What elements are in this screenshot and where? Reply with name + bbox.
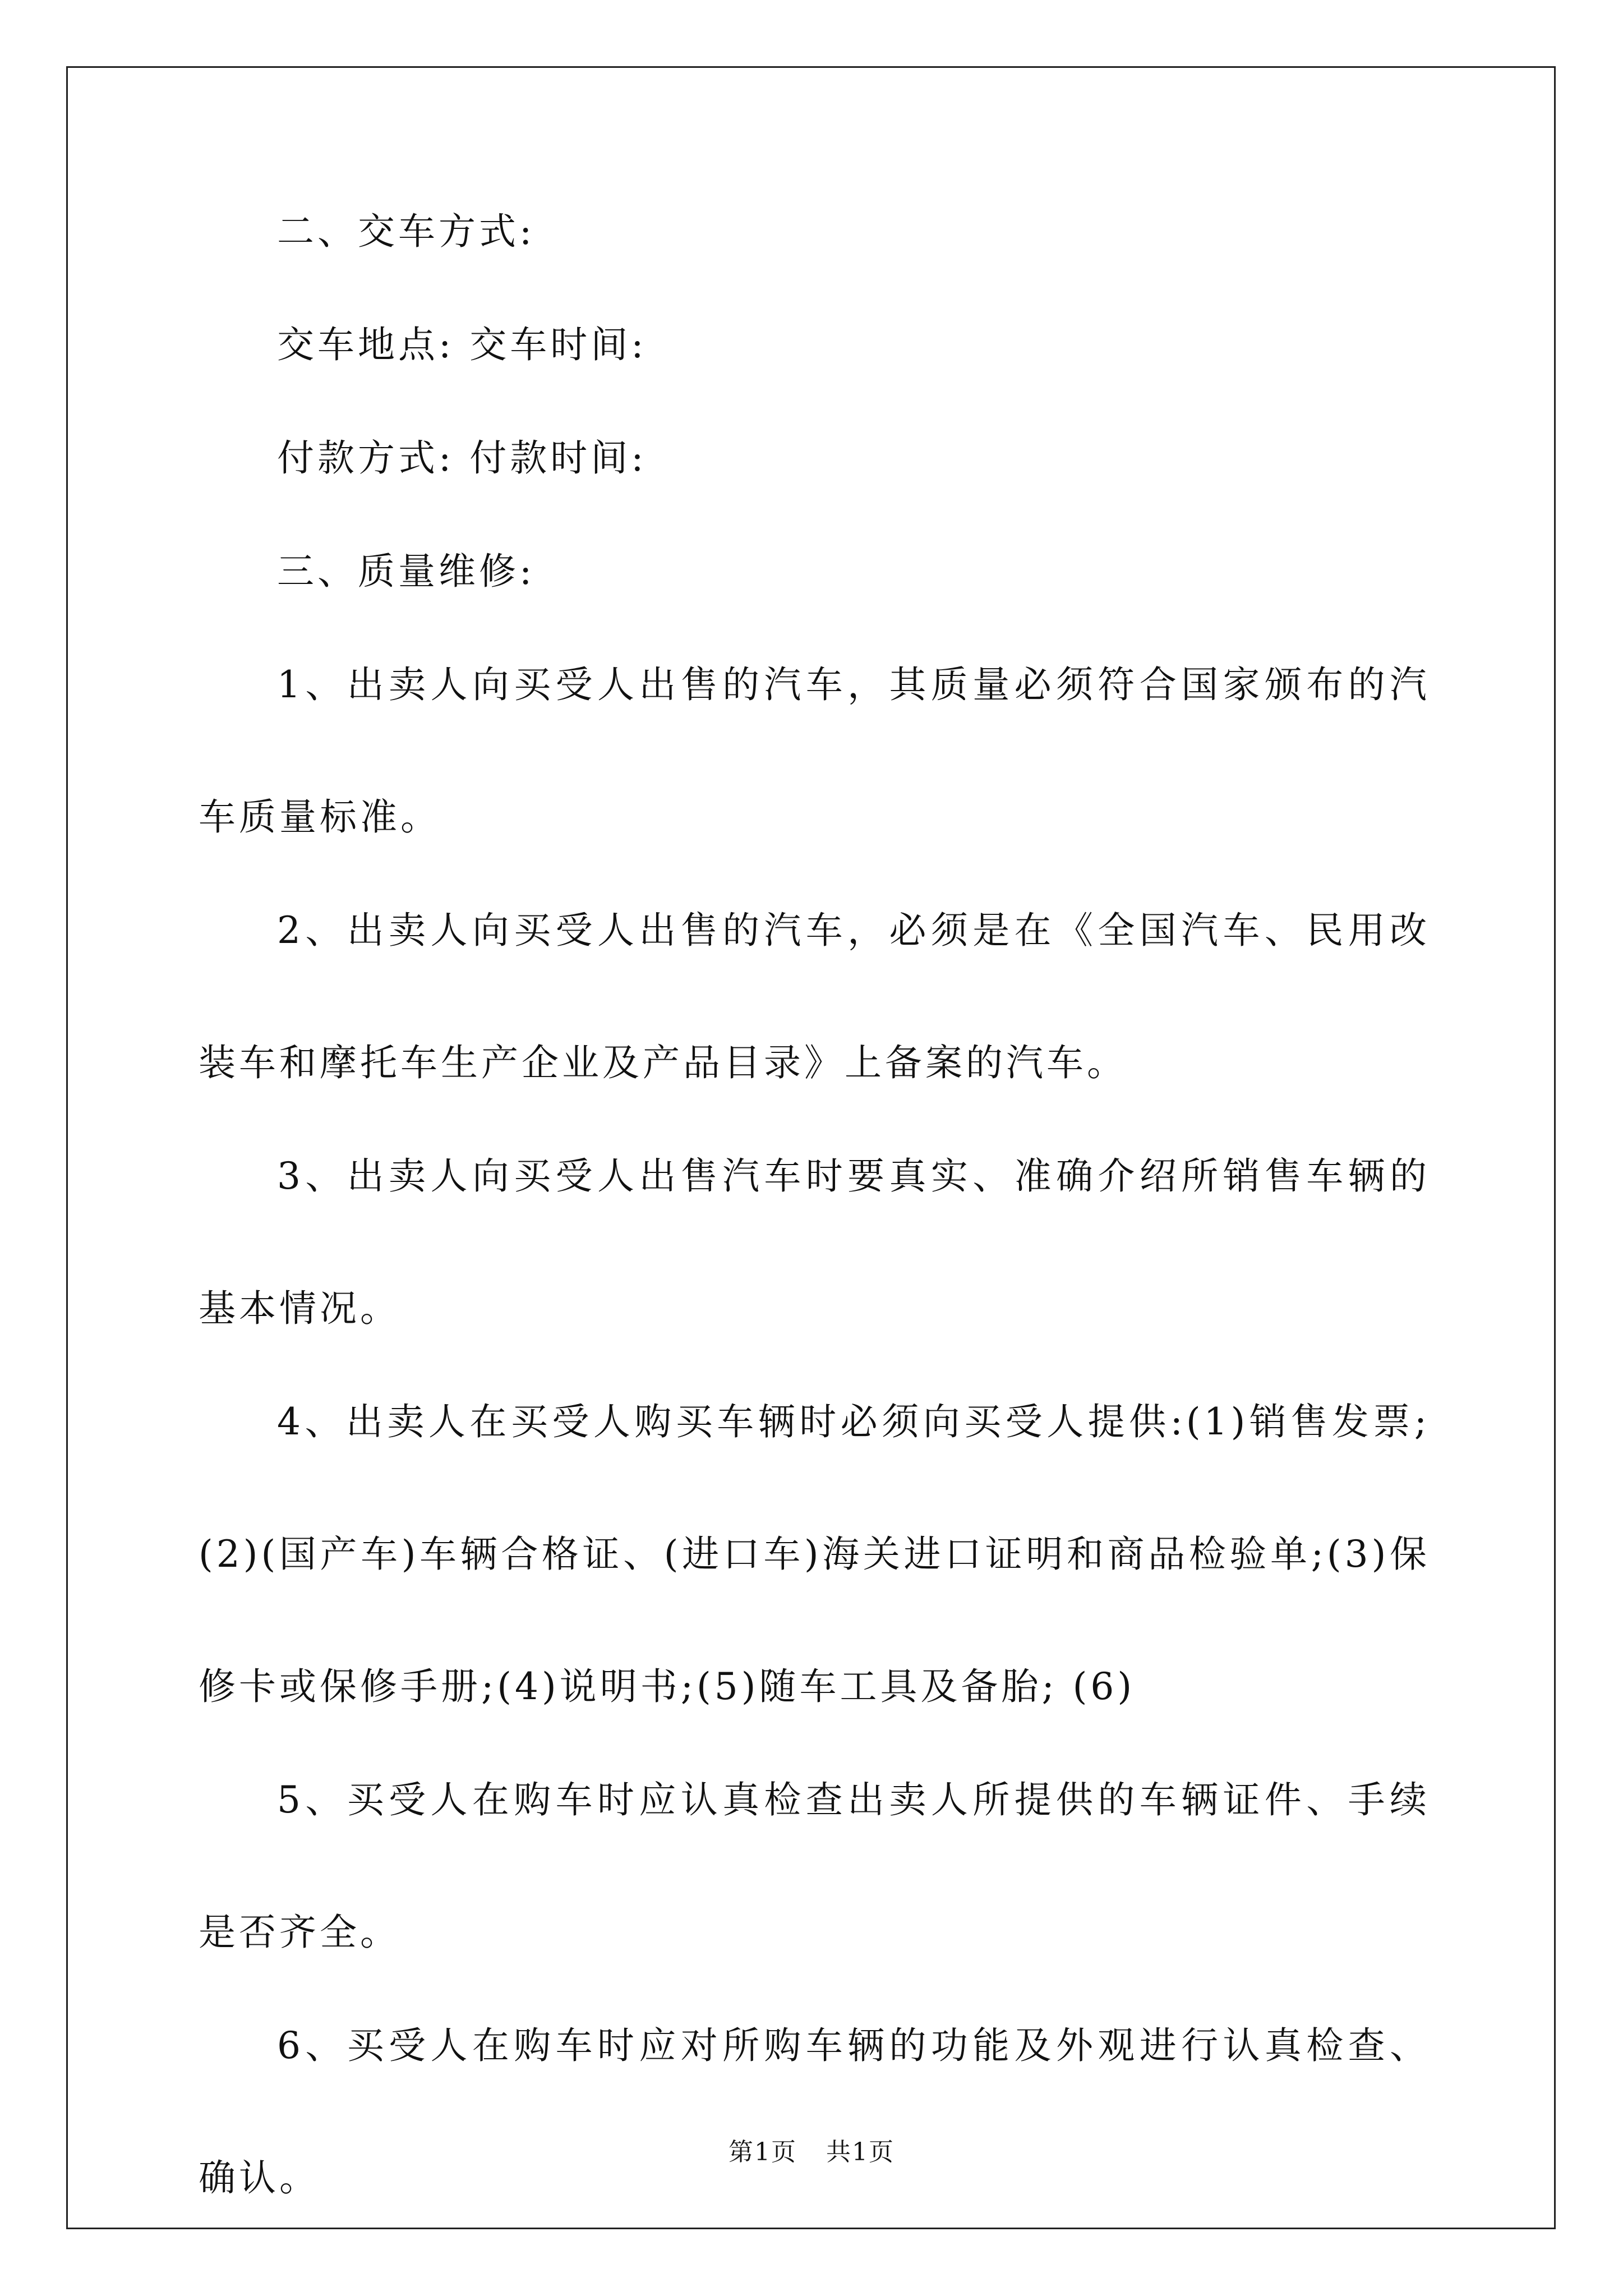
total-pages-label: 共1页 — [826, 2138, 895, 2166]
current-page-label: 第1页 — [728, 2138, 797, 2166]
clause-2: 2、出卖人向买受人出售的汽车，必须是在《全国汽车、民用改装车和摩托车生产企业及产品目录》上备案的汽车。 — [199, 909, 1430, 1084]
clause-4: 4、出卖人在买受人购买车辆时必须向买受人提供:(1)销售发票;(2)(国产车)车辆合格证、(进口车)海关进口证明和商品检验单;(3)保修卡或保修手册;(4)说明书;(5)随车工具及备胎; (6) — [199, 1400, 1430, 1708]
document-body — [199, 210, 1430, 2273]
delivery-place-time-line: 交车地点: 交车时间: — [277, 323, 647, 366]
clause-5: 5、买受人在购车时应认真检查出卖人所提供的车辆证件、手续是否齐全。 — [199, 1778, 1430, 1954]
clause-1: 1、出卖人向买受人出售的汽车，其质量必须符合国家颁布的汽车质量标准。 — [199, 663, 1430, 839]
section-heading-delivery: 二、交车方式: — [277, 210, 536, 253]
page-footer — [0, 2132, 1623, 2168]
clause-3: 3、出卖人向买受人出售汽车时要真实、准确介绍所销售车辆的基本情况。 — [199, 1154, 1430, 1330]
payment-method-time-line: 付款方式: 付款时间: — [277, 436, 647, 480]
clause-6: 6、买受人在购车时应对所购车辆的功能及外观进行认真检查、确认。 — [199, 2024, 1430, 2200]
section-heading-quality: 三、质量维修: — [277, 550, 536, 593]
